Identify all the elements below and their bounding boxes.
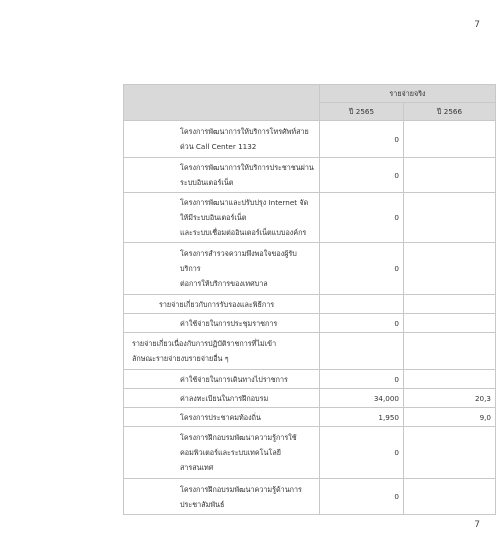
header-year-2566: ปี 2566 <box>404 103 496 121</box>
value-2565: 1,950 <box>320 408 404 427</box>
row-label: โครงการฝึกอบรมพัฒนาความรู้การใช้ คอมพิวเตอร์และระบบเทคโนโลยี สารสนเทศ <box>124 427 320 479</box>
value-2565: 0 <box>320 243 404 295</box>
table-row <box>124 370 496 389</box>
value-2566 <box>404 295 496 314</box>
table-row <box>124 121 496 158</box>
row-label: รายจ่ายเกี่ยวกับการรับรองและพิธีการ <box>124 295 320 314</box>
header-corner-cell <box>124 85 320 121</box>
value-2566: 20,3 <box>404 389 496 408</box>
row-label: โครงการสำรวจความพึงพอใจของผู้รับ บริการ ต่อการให้บริการของเทศบาล <box>124 243 320 295</box>
table-row <box>124 314 496 333</box>
row-label: โครงการฝึกอบรมพัฒนาความรู้ด้านการ ประชาสัมพันธ์ <box>124 479 320 515</box>
row-label: โครงการพัฒนาการให้บริการประชาชนผ่าน ระบบอินเตอร์เน็ต <box>124 158 320 193</box>
table-row <box>124 193 496 243</box>
row-label: โครงการพัฒนาและปรับปรุง Internet จัด ให้มีระบบอินเตอร์เน็ต และระบบเชื่อมต่ออินเตอร์เน็ตแบบองค์กร <box>124 193 320 243</box>
value-2566 <box>404 243 496 295</box>
page-number-top: 7 <box>474 20 480 30</box>
value-2566 <box>404 333 496 370</box>
value-2566 <box>404 479 496 515</box>
header-actual-expense: รายจ่ายจริง <box>320 85 496 103</box>
value-2565 <box>320 333 404 370</box>
row-label: ค่าใช้จ่ายในการเดินทางไปราชการ <box>124 370 320 389</box>
value-2565: 0 <box>320 427 404 479</box>
table-row <box>124 333 496 370</box>
value-2566 <box>404 314 496 333</box>
row-label: โครงการพัฒนาการให้บริการโทรศัพท์สาย ด่วน Call Center 1132 <box>124 121 320 158</box>
budget-table <box>123 84 496 515</box>
value-2565: 34,000 <box>320 389 404 408</box>
page-number-bottom: 7 <box>474 520 480 530</box>
table-row <box>124 479 496 515</box>
value-2566: 9,0 <box>404 408 496 427</box>
value-2566 <box>404 121 496 158</box>
value-2565: 0 <box>320 158 404 193</box>
value-2566 <box>404 427 496 479</box>
row-label: รายจ่ายเกี่ยวเนื่องกับการปฏิบัติราชการที่ไม่เข้า ลักษณะรายจ่ายงบรายจ่ายอื่น ๆ <box>124 333 320 370</box>
table-row <box>124 427 496 479</box>
table-row <box>124 243 496 295</box>
value-2566 <box>404 193 496 243</box>
table-row <box>124 408 496 427</box>
value-2565: 0 <box>320 193 404 243</box>
value-2565: 0 <box>320 479 404 515</box>
table-row <box>124 295 496 314</box>
value-2565: 0 <box>320 370 404 389</box>
value-2565: 0 <box>320 121 404 158</box>
row-label: ค่าลงทะเบียนในการฝึกอบรม <box>124 389 320 408</box>
row-label: ค่าใช้จ่ายในการประชุมราชการ <box>124 314 320 333</box>
header-year-2565: ปี 2565 <box>320 103 404 121</box>
table-row <box>124 389 496 408</box>
value-2566 <box>404 370 496 389</box>
row-label: โครงการประชาคมท้องถิ่น <box>124 408 320 427</box>
value-2565: 0 <box>320 314 404 333</box>
table-row <box>124 158 496 193</box>
value-2566 <box>404 158 496 193</box>
value-2565 <box>320 295 404 314</box>
